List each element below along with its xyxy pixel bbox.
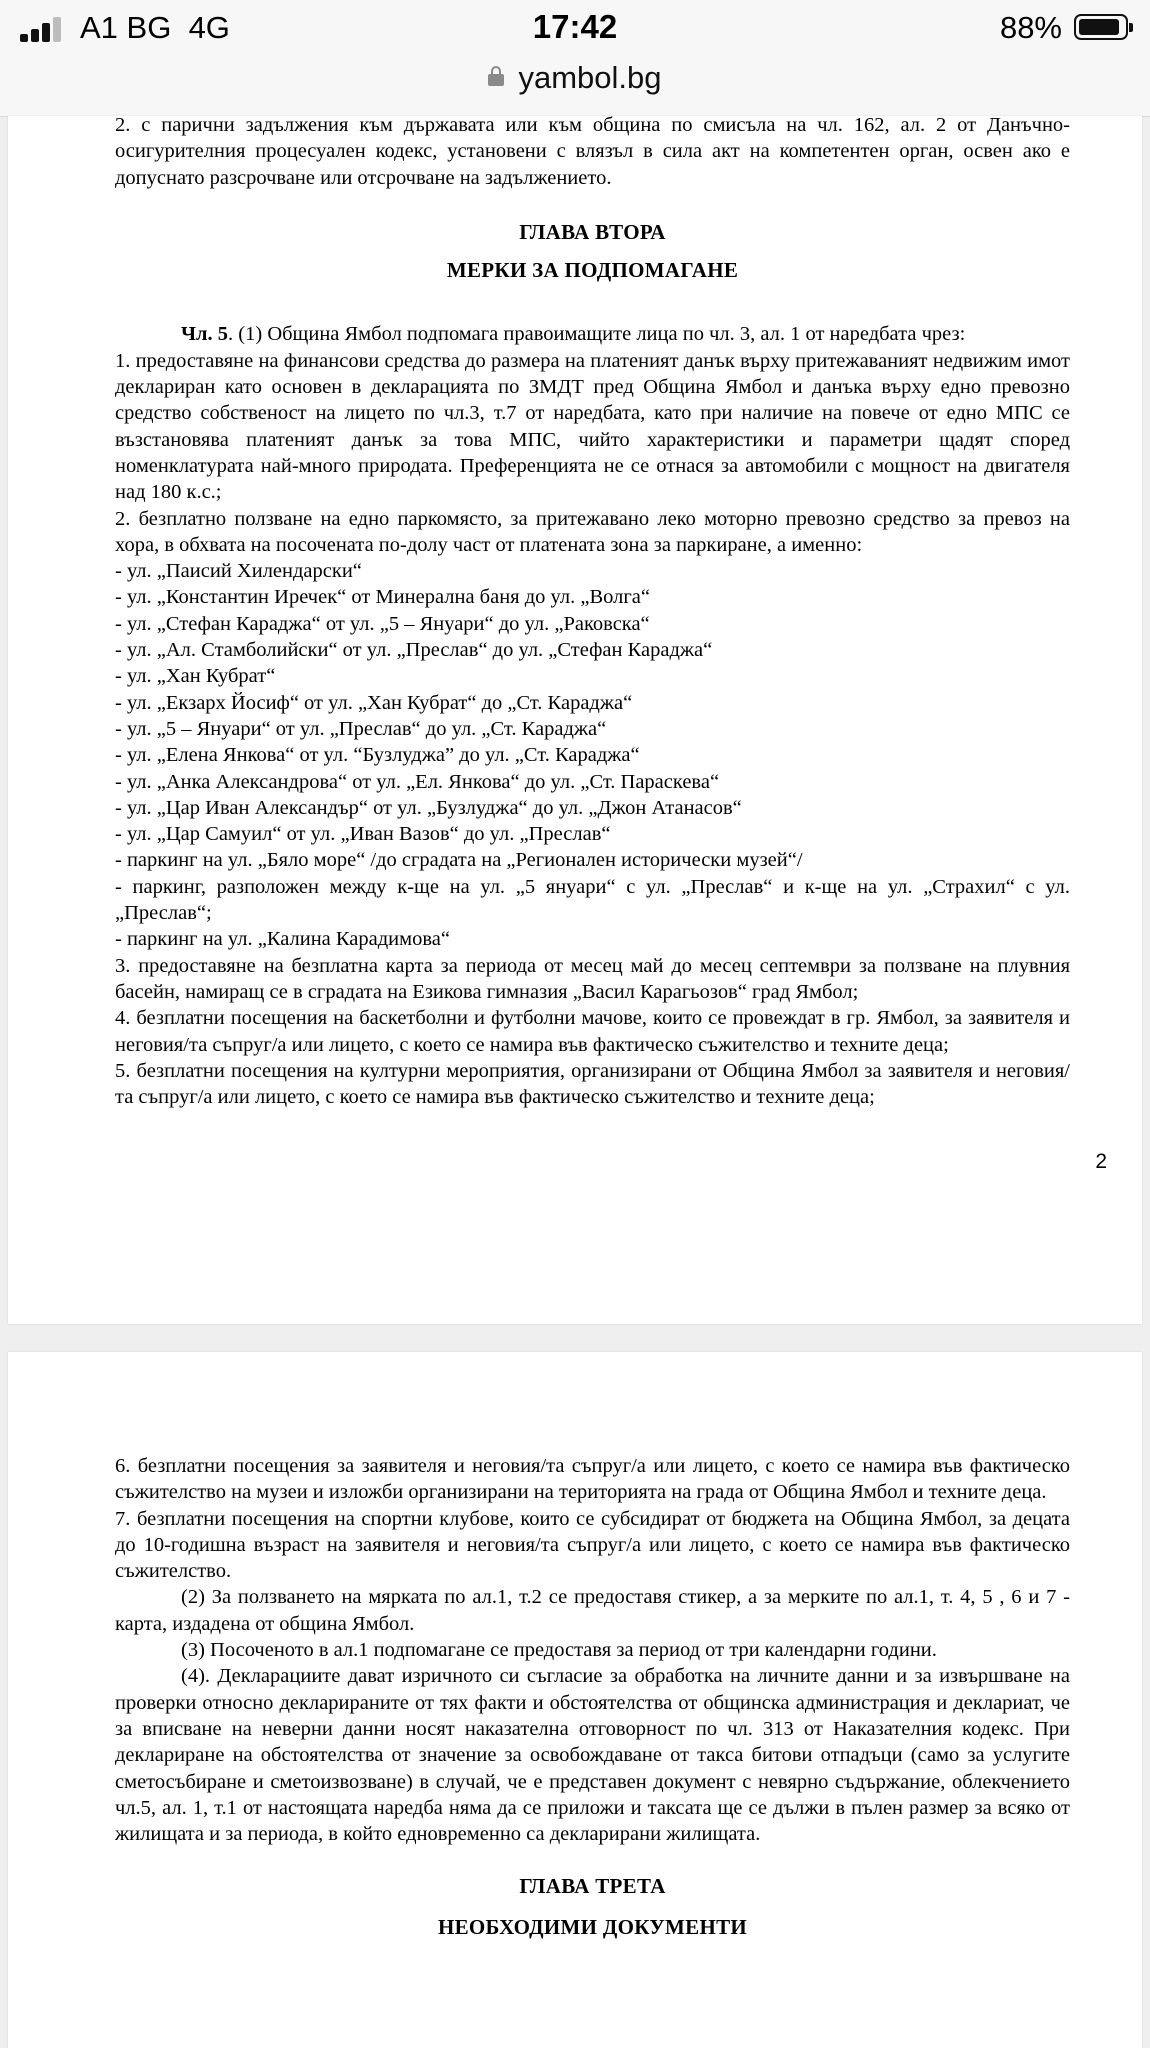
street-item: - ул. „Екзарх Йосиф“ от ул. „Хан Кубрат“ до „Ст. Караджа“ — [115, 691, 633, 714]
battery-icon — [1074, 14, 1128, 40]
status-bar — [0, 0, 1150, 60]
page-text — [115, 1453, 1070, 1940]
street-item: - ул. „Цар Иван Александър“ от ул. „Бузлуджа“ до ул. „Джон Атанасов“ — [115, 796, 742, 819]
street-item: - паркинг на ул. „Бяло море“ /до сградата на „Регионален исторически музей“/ — [115, 849, 803, 872]
clock: 17:42 — [532, 8, 618, 45]
address-bar[interactable] — [0, 60, 1150, 117]
street-item: - ул. „Анка Александрова“ от ул. „Ел. Янкова“ до ул. „Ст. Параскева“ — [115, 770, 720, 793]
paragraph-2: (2) За ползването на мярката по ал.1, т.2 се предоставя стикер, а за мерките по ал.1, т. 4, 5 , 6 и 7 - карта, издадена от община Ямбол. — [115, 1586, 1070, 1635]
street-item: - ул. „Паисий Хилендарски“ — [115, 560, 362, 583]
article-5-intro — [115, 321, 1070, 347]
lock-icon — [488, 66, 504, 86]
street-item: - паркинг, разположен между к-ще на ул. „5 януари“ с ул. „Преслав“ и к-ще на ул. „Страхил“ с ул. „Преслав“; — [115, 875, 1070, 925]
article-5-text: . (1) Община Ямбол подпомага правоимащите лица по чл. 3, ал. 1 от наредбата чрез: — [228, 323, 966, 346]
street-item: - ул. „Стефан Караджа“ от ул. „5 – Януари“ до ул. „Раковска“ — [115, 612, 650, 635]
list-item-4: 4. безплатни посещения на баскетболни и футболни мачове, които се провеждат в гр. Ямбол, за заявителя и неговия/та съпруг/а или лицето, с което се намира във фактическо съжителство и техните деца; — [115, 1007, 1070, 1056]
paragraph-3: (3) Посоченото в ал.1 подпомагане се предоставя за период от три календарни години. — [181, 1639, 937, 1662]
street-item: - ул. „Хан Кубрат“ — [115, 665, 276, 688]
list-item-2: 2. безплатно ползване на едно паркомясто, за притежавано леко моторно превозно средство за превоз на хора, в обхвата на посочената по-долу част от платената зона за паркиране, а именно: — [115, 507, 1070, 556]
document-page-3 — [8, 1352, 1142, 2048]
chapter-title: НЕОБХОДИМИ ДОКУМЕНТИ — [437, 1914, 748, 1939]
network-type: 4G — [188, 10, 230, 45]
list-item-7: 7. безплатни посещения на спортни клубове, които се субсидират от бюджета на Община Ямбол, за децата до 10-годишна възраст на заявителя и неговия/та съпруг/а или лицето, с което се намира във фактическо съжителство. — [115, 1507, 1070, 1583]
street-item: - паркинг на ул. „Калина Карадимова“ — [115, 928, 450, 951]
list-item-3: 3. предоставяне на безплатна карта за периода от месец май до месец септември за ползване на плувния басейн, намиращ се в сградата на Езикова гимназия „Васил Карагьозов“ град Ямбол; — [115, 954, 1070, 1003]
document-page-2 — [8, 116, 1142, 1324]
battery-percentage: 88% — [999, 10, 1062, 45]
street-item: - ул. „Константин Иречек“ от Минерална баня до ул. „Волга“ — [115, 586, 650, 609]
url-text[interactable]: yambol.bg — [518, 60, 662, 95]
carrier-name: A1 BG — [80, 10, 172, 45]
list-item-5: 5. безплатни посещения на културни мероприятия, организирани от Община Ямбол за заявителя и неговия/та съпруг/а или лицето, с което се намира във фактическо съжителство и техните деца; — [115, 1059, 1070, 1109]
item-2-continuation: 2. с парични задължения към държавата или към община по смисъла на чл. 162, ал. 2 от Данъчно-осигурителния процесуален кодекс, установени с влязъл в сила акт на компетентен орган, освен ако е допуснато разсрочване или отсрочване на задължението. — [115, 114, 1070, 189]
page-number: 2 — [1095, 1150, 1107, 1173]
street-item: - ул. „Ал. Стамболийски“ от ул. „Преслав“ до ул. „Стефан Караджа“ — [115, 639, 713, 662]
paragraph-4: (4). Декларациите дават изричното си съгласие за обработка на личните данни и за извършване на проверки относно декларираните от тях факти и обстоятелства от общинска администрация и деклариат, че за вписване на неверни данни носят наказателна отговорност по чл. 313 от Наказателния кодекс. При деклариране на обстоятелства от значение за освобождаване от такса битови отпадъци (само за услугите сметосъбиране и сметоизвозване) в случай, че е представен документ с невярно съдържание, облекчението чл.5, ал. 1, т.1 от настоящата наредба няма да се приложи и таксата ще се дължи в пълен размер за всяко от жилищата и за периода, в който едновременно са декларирани жилищата. — [115, 1665, 1070, 1846]
article-label: Чл. 5 — [181, 323, 229, 346]
list-item-6: 6. безплатни посещения за заявителя и неговия/та съпруг/а или лицето, с което се намира във фактическо съжителство на музеи и изложби организирани на територията на града от Община Ямбол и техните деца. — [115, 1455, 1070, 1504]
chapter-heading: ГЛАВА ТРЕТА — [519, 1874, 666, 1899]
street-item: - ул. „Цар Самуил“ от ул. „Иван Вазов“ до ул. „Преслав“ — [115, 823, 611, 846]
chapter-heading: ГЛАВА ВТОРА — [519, 219, 666, 244]
chapter-title: МЕРКИ ЗА ПОДПОМАГАНЕ — [446, 258, 739, 283]
street-item: - ул. „5 – Януари“ от ул. „Преслав“ до ул. „Ст. Караджа“ — [115, 717, 607, 740]
page-text — [115, 112, 1070, 1110]
street-item: - ул. „Елена Янкова“ от ул. “Бузлуджа” до ул. „Ст. Караджа“ — [115, 744, 640, 767]
list-item-1: 1. предоставяне на финансови средства до размера на платеният данък върху притежаваният недвижим имот деклариран като основен в декларацията по ЗМДТ пред Община Ямбол и данъка върху едно превозно средство собственост на лицето по чл.3, т.7 от наредбата, като при наличие на повече от едно МПС се възстановява платеният данък за това МПС, чийто характеристики и параметри щадят според номенклатурата най-много природата. Преференцията не се отнася за автомобили с мощност на двигателя над 180 к.с.; — [115, 349, 1070, 504]
